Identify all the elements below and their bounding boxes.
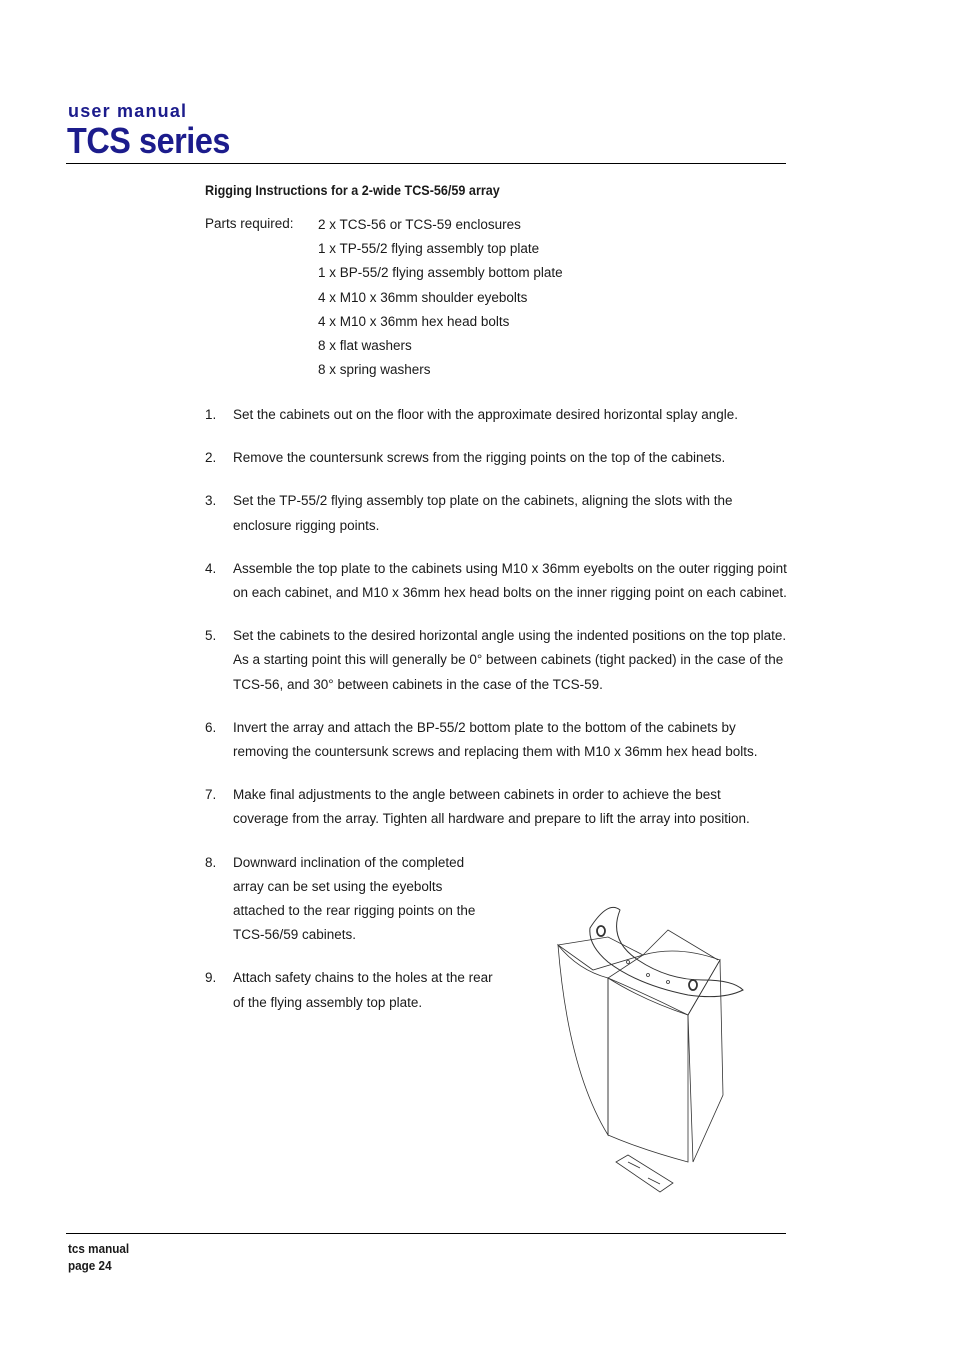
parts-list <box>318 216 563 385</box>
footer-manual-name: tcs manual <box>68 1241 130 1256</box>
step-text: Make final adjustments to the angle between cabinets in order to achieve the best coverage from the array. Tighten all hardware and prepare to lift the array into position. <box>233 787 750 827</box>
parts-item: 2 x TCS-56 or TCS-59 enclosures <box>318 217 521 232</box>
step-number: 7. <box>205 787 217 803</box>
parts-item: 8 x spring washers <box>318 362 431 378</box>
step-number: 6. <box>205 719 217 735</box>
parts-item: 4 x M10 x 36mm hex head bolts <box>318 313 510 329</box>
step-item <box>205 489 795 537</box>
step-number: 2. <box>205 450 217 466</box>
step-text: Downward inclination of the completed array can be set using the eyebolts attached to the rear rigging points on the TCS-56/59 cabinets. <box>233 854 476 943</box>
parts-item: 1 x BP-55/2 flying assembly bottom plate <box>318 265 563 281</box>
left-cabinet-front <box>608 978 688 1162</box>
bottom-plate-slot <box>628 1162 640 1168</box>
step-text: Set the cabinets out on the floor with the approximate desired horizontal splay angle. <box>233 407 739 422</box>
page-number: page 24 <box>68 1258 112 1273</box>
rigging-hole <box>667 981 670 984</box>
step-number: 9. <box>205 970 217 986</box>
step-number: 4. <box>205 560 217 576</box>
parts-label: Parts required: <box>205 216 294 231</box>
manual-label: user manual <box>68 101 188 121</box>
top-plate <box>590 907 743 996</box>
left-cabinet-side <box>558 945 608 1135</box>
step-item <box>205 557 795 605</box>
bottom-plate-slot <box>648 1178 660 1184</box>
step-text: Remove the countersunk screws from the rigging points on the top of the cabinets. <box>233 450 726 466</box>
rigging-hole <box>647 974 650 977</box>
section-title: Rigging Instructions for a 2-wide TCS-56/59 array <box>205 182 500 198</box>
step-item <box>205 783 795 831</box>
rigged-array-illustration <box>548 900 758 1200</box>
parts-item: 1 x TP-55/2 flying assembly top plate <box>318 241 540 257</box>
bottom-plate <box>616 1155 673 1192</box>
step-item <box>205 446 795 470</box>
rigging-hole <box>627 961 630 964</box>
step-number: 8. <box>205 854 217 870</box>
step-item <box>205 624 795 697</box>
step-number: 3. <box>205 493 217 509</box>
step-text: Set the cabinets to the desired horizontal angle using the indented positions on the top plate. As a starting point this will generally be 0° between cabinets (tight packed) in the case of the TCS-56, and 30° between cabinets in the case of the TCS-59. <box>233 628 787 692</box>
series-title: TCS series <box>67 120 230 161</box>
parts-item: 8 x flat washers <box>318 337 412 353</box>
footer-rule <box>66 1233 786 1234</box>
step-text: Assemble the top plate to the cabinets using M10 x 36mm eyebolts on the outer rigging point on each cabinet, and M10 x 36mm hex head bolts on the inner rigging point on each cabinet. <box>233 560 787 601</box>
eyebolt-right <box>689 980 697 990</box>
step-item <box>205 716 795 764</box>
step-item <box>205 403 795 427</box>
step-number: 5. <box>205 628 217 644</box>
parts-item: 4 x M10 x 36mm shoulder eyebolts <box>318 289 528 305</box>
step-text: Invert the array and attach the BP-55/2 bottom plate to the bottom of the cabinets by removing the countersunk screws and replacing them with M10 x 36mm hex head bolts. <box>233 719 758 760</box>
header-rule <box>66 163 786 164</box>
step-number: 1. <box>205 407 217 422</box>
step-text: Set the TP-55/2 flying assembly top plate on the cabinets, aligning the slots with the enclosure rigging points. <box>233 493 733 533</box>
footer <box>68 1240 129 1274</box>
eyebolt-left <box>597 926 605 936</box>
step-text: Attach safety chains to the holes at the rear of the flying assembly top plate. <box>233 970 493 1010</box>
